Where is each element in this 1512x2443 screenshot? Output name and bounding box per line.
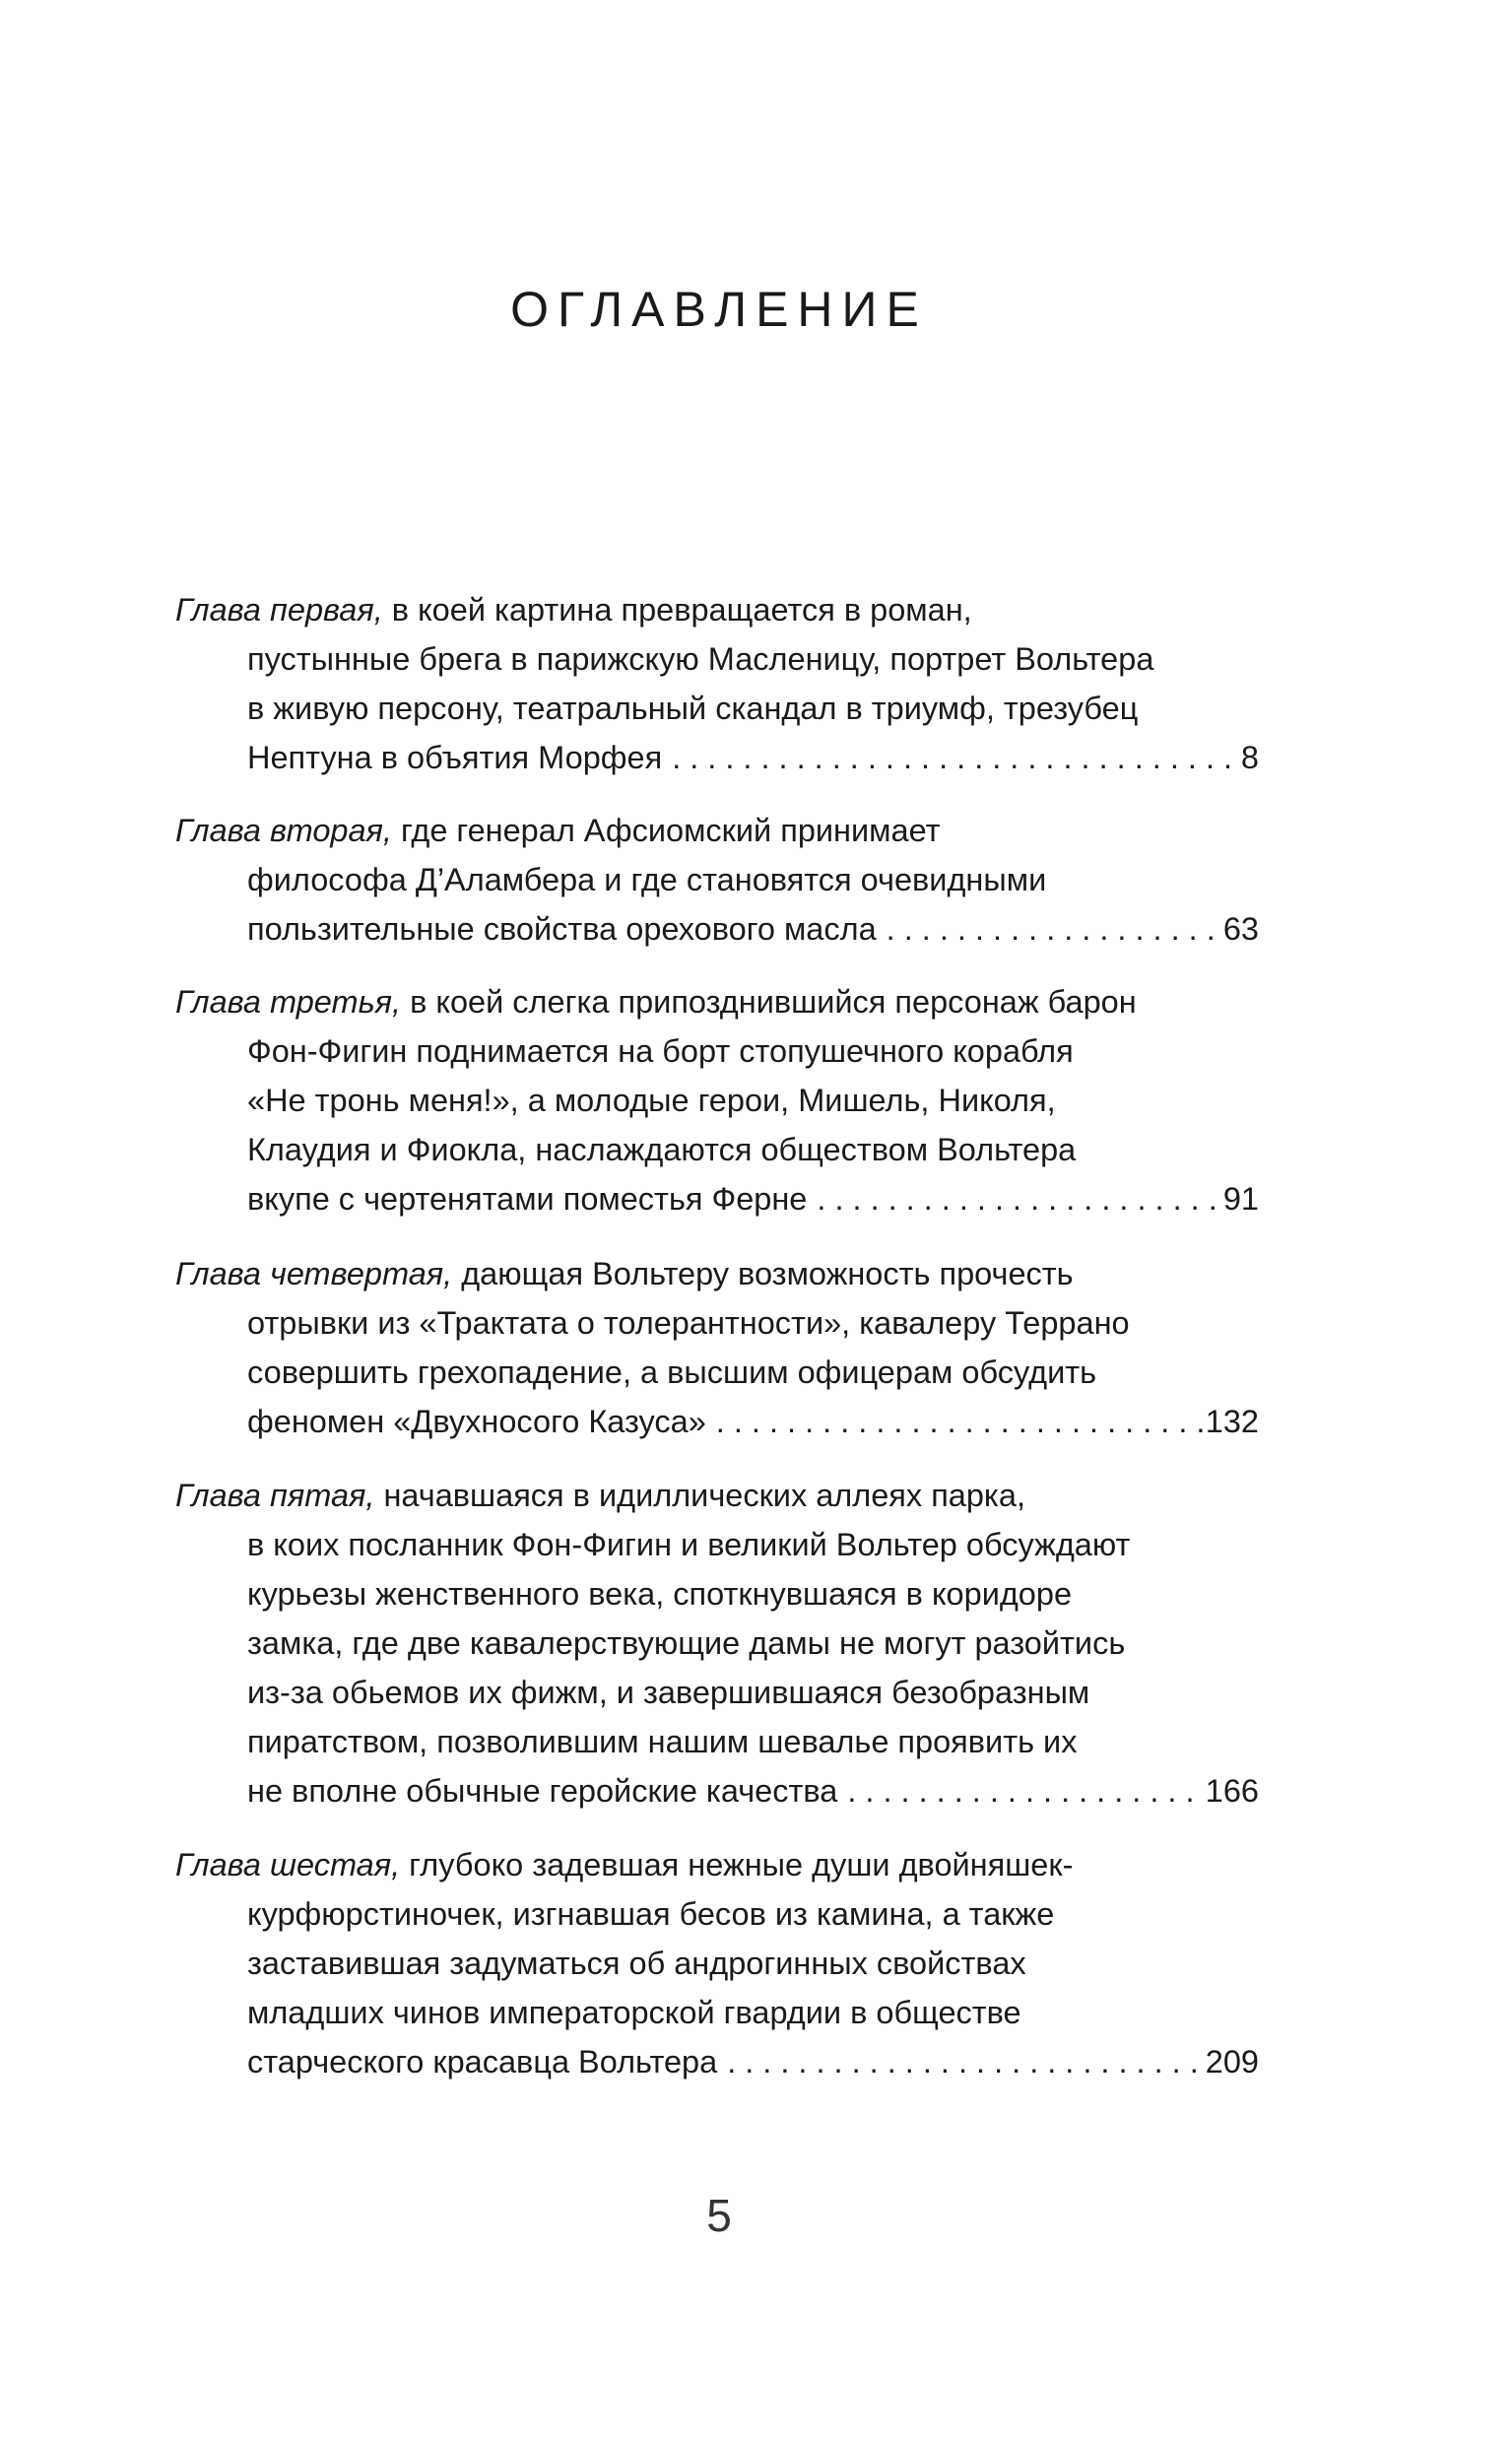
dot-leader	[706, 1397, 1206, 1446]
toc-line: младших чинов императорской гвардии в обществе	[247, 1995, 1021, 2030]
toc-entry	[175, 1249, 1259, 1446]
toc-line-text: пользительные свойства орехового масла	[247, 911, 877, 947]
toc-line: философа Д’Аламбера и где становятся очевидными	[247, 862, 1047, 897]
toc-line	[175, 1471, 1259, 1520]
page-ref: 209	[1205, 2044, 1259, 2080]
toc-line: заставившая задуматься об андрогинных свойствах	[247, 1946, 1026, 1981]
toc-line	[175, 977, 1259, 1026]
toc-entry	[175, 806, 1259, 954]
page-title: ОГЛАВЛЕНИЕ	[510, 282, 928, 337]
toc-line: в живую персону, театральный скандал в триумф, трезубец	[247, 691, 1139, 726]
dot-leader	[807, 1174, 1222, 1223]
page-ref: 166	[1205, 1773, 1259, 1809]
toc-line: из-за обьемов их фижм, и завершившаяся безобразным	[247, 1675, 1090, 1710]
toc-line-text: в коей картина превращается в роман,	[382, 592, 972, 627]
toc-line-text: старческого красавца Вольтера	[247, 2044, 718, 2080]
toc-line	[175, 733, 1259, 782]
toc-line	[175, 585, 1259, 634]
chapter-heading: Глава пятая,	[175, 1478, 375, 1513]
toc-line-text: начавшаяся в идиллических аллеях парка,	[374, 1478, 1025, 1513]
toc-line	[175, 806, 1259, 855]
toc-line: отрывки из «Трактата о толерантности», кавалеру Террано	[247, 1305, 1130, 1341]
dot-leader	[717, 2037, 1206, 2086]
dot-leader	[877, 904, 1223, 954]
toc-entry	[175, 1471, 1259, 1816]
dot-leader	[837, 1766, 1205, 1816]
toc-line: Клаудия и Фиокла, наслаждаются обществом Вольтера	[247, 1132, 1077, 1167]
page-ref: 63	[1222, 911, 1259, 947]
toc-line	[175, 1174, 1259, 1223]
toc-line	[175, 1766, 1259, 1816]
toc-entry	[175, 585, 1259, 782]
toc-line	[175, 1249, 1259, 1298]
chapter-heading: Глава первая,	[175, 592, 383, 627]
toc-line: пиратством, позволившим нашим шевалье проявить их	[247, 1724, 1078, 1759]
chapter-heading: Глава шестая,	[175, 1847, 401, 1882]
chapter-heading: Глава третья,	[175, 984, 402, 1020]
chapter-heading: Глава четвертая,	[175, 1256, 453, 1291]
toc-line	[175, 1840, 1259, 1889]
toc-line: пустынные брега в парижскую Масленицу, портрет Вольтера	[247, 641, 1154, 677]
toc-line	[175, 2037, 1259, 2086]
page-ref: 8	[1240, 740, 1259, 775]
toc-line-text: вкупе с чертенятами поместья Ферне	[247, 1181, 808, 1217]
toc-line: Фон-Фигин поднимается на борт стопушечного корабля	[247, 1033, 1074, 1069]
toc-line	[175, 1397, 1259, 1446]
toc-line-text: в коей слегка припозднившийся персонаж барон	[401, 984, 1137, 1020]
toc-line-text: Нептуна в объятия Морфея	[247, 740, 663, 775]
toc-line: «Не тронь меня!», а молодые герои, Мишель, Николя,	[247, 1083, 1056, 1118]
page-ref: 91	[1222, 1181, 1259, 1217]
dot-leader	[662, 733, 1241, 782]
toc-entry	[175, 977, 1259, 1223]
toc-line: в коих посланник Фон-Фигин и великий Вольтер обсуждают	[247, 1527, 1131, 1562]
chapter-heading: Глава вторая,	[175, 813, 392, 848]
toc-line-text: глубоко задевшая нежные души двойняшек-	[400, 1847, 1074, 1882]
toc-entry	[175, 1840, 1259, 2086]
toc-line: курфюрстиночек, изгнавшая бесов из камина, а также	[247, 1896, 1055, 1932]
toc-line: замка, где две кавалерствующие дамы не могут разойтись	[247, 1625, 1126, 1661]
toc-line-text: где генерал Афсиомский принимает	[391, 813, 941, 848]
toc-line-text: дающая Вольтеру возможность прочесть	[452, 1256, 1074, 1291]
page-ref: 132	[1205, 1404, 1259, 1439]
toc-line: курьезы женственного века, споткнувшаяся в коридоре	[247, 1576, 1073, 1612]
page-number: 5	[706, 2190, 732, 2241]
toc-line: совершить грехопадение, а высшим офицерам обсудить	[247, 1354, 1097, 1390]
toc-line	[175, 904, 1259, 954]
toc-line-text: не вполне обычные геройские качества	[247, 1773, 838, 1809]
toc-line-text: феномен «Двухносого Казуса»	[247, 1404, 706, 1439]
